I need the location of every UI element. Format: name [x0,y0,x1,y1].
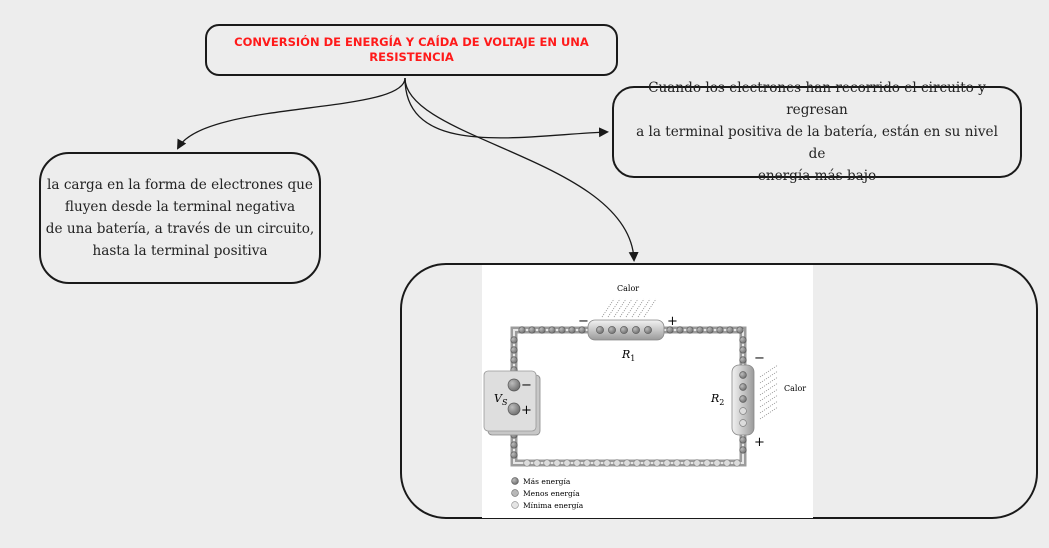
legend-label-medium: Menos energía [523,489,580,498]
connector-to-image-node [405,78,634,260]
battery-negative-terminal [508,379,520,391]
circuit-figure [482,265,813,518]
central-topic-text: CONVERSIÓN DE ENERGÍA Y CAÍDA DE VOLTAJE EN UNA RESISTENCIA [234,35,589,64]
right-subtopic-node[interactable] [612,80,1022,184]
vs-subscript: S [501,398,508,407]
connector-to-right-node [405,78,607,138]
r1-plus-sign: + [667,314,678,329]
battery-plus-sign: + [521,403,532,418]
r2-minus-sign: − [754,351,765,366]
svg-text:R2 [710,392,724,407]
left-subtopic-text: la carga en la forma de electrones que fluyen desde la terminal negativa de una batería, a través de un circuito, hasta la terminal positiva [45,177,315,259]
r2-label: R [711,392,720,405]
legend-swatch-low [512,502,519,509]
heat-rays-right [760,365,778,419]
central-topic-node[interactable] [205,24,618,76]
r1-minus-sign: − [578,314,589,329]
legend-label-high: Más energía [523,477,571,486]
r1-label: R [622,348,631,361]
legend-swatch-high [512,478,519,485]
r2-subscript: 2 [719,398,725,407]
svg-text:R1 [621,348,635,363]
connector-to-left-node [178,78,405,148]
battery-positive-terminal [508,403,520,415]
r1-subscript: 1 [630,354,636,363]
right-subtopic-text: Cuando los electrones han recorrido el circuito y regresan a la terminal positiva de la batería, están en su nivel de energía más bajo [636,80,998,184]
heat-label-right: Calor [784,384,807,393]
vs-label: V [494,392,502,405]
battery-minus-sign: − [521,378,532,393]
legend-swatch-medium [512,490,519,497]
heat-rays-top [602,299,656,317]
heat-label-top: Calor [617,284,640,293]
legend [512,477,584,510]
left-subtopic-node[interactable] [39,152,321,284]
legend-label-low: Mínima energía [523,501,584,510]
r2-plus-sign: + [754,435,765,450]
